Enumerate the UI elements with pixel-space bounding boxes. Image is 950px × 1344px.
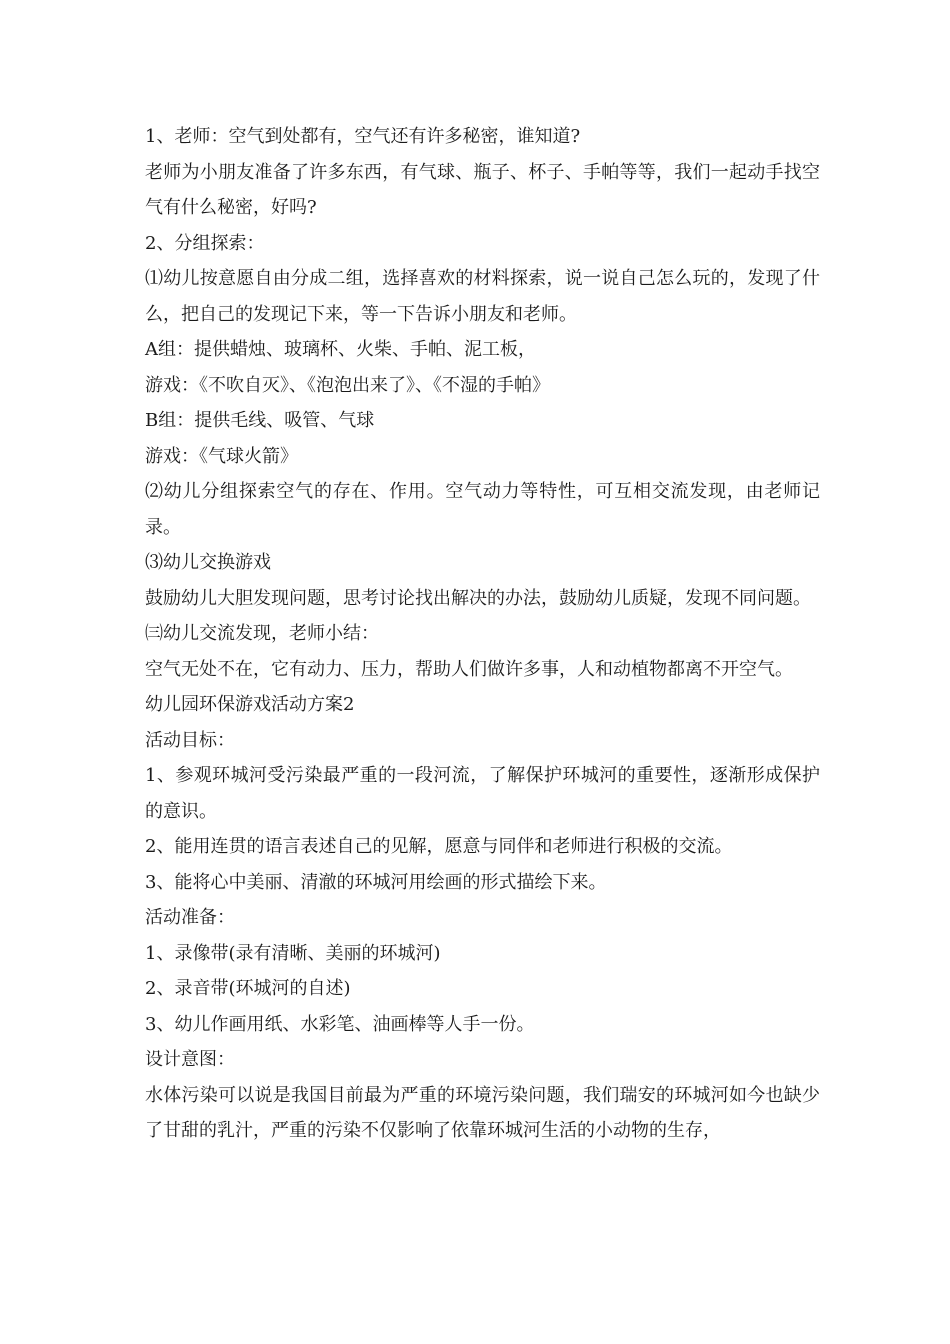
paragraph-prep-2: 2、录音带(环城河的自述) <box>145 978 351 999</box>
paragraph-group-explore-heading: 2、分组探索： <box>145 232 265 254</box>
paragraph-goal-2: 2、能用连贯的语言表述自己的见解，愿意与同伴和老师进行积极的交流。 <box>145 836 733 857</box>
paragraph-group-a-materials: A组：提供蜡烛、玻璃杯、火柴、手帕、泥工板， <box>145 339 536 360</box>
paragraph-step-2: ⑵幼儿分组探索空气的存在、作用。空气动力等特性，可互相交流发现，由老师记录。 <box>145 481 820 538</box>
paragraph-materials-intro: 老师为小朋友准备了许多东西，有气球、瓶子、杯子、手帕等等，我们一起动手找空气有什么秘密，好吗? <box>145 161 820 218</box>
paragraph-goal-1: 1、参观环城河受污染最严重的一段河流，了解保护环城河的重要性，逐渐形成保护的意识。 <box>145 765 820 822</box>
paragraph-design-intent: 水体污染可以说是我国目前最为严重的环境污染问题，我们瑞安的环城河如今也缺少了甘甜的乳汁，严重的污染不仅影响了依靠环城河生活的小动物的生存， <box>145 1084 820 1141</box>
paragraph-encourage: 鼓励幼儿大胆发现问题，思考讨论找出解决的办法，鼓励幼儿质疑，发现不同问题。 <box>145 587 811 609</box>
paragraph-group-b-materials: B组：提供毛线、吸管、气球 <box>145 410 375 431</box>
paragraph-group-a-games: 游戏：《不吹自灭》、《泡泡出来了》、《不湿的手帕》 <box>145 374 550 396</box>
paragraph-step-1: ⑴幼儿按意愿自由分成二组，选择喜欢的材料探索，说一说自己怎么玩的，发现了什么，把自己的发现记下来，等一下告诉小朋友和老师。 <box>145 268 820 325</box>
paragraph-goal-3: 3、能将心中美丽、清澈的环城河用绘画的形式描绘下来。 <box>145 871 607 893</box>
paragraph-step-3: ⑶幼儿交换游戏 <box>145 552 271 573</box>
paragraph-group-b-games: 游戏：《气球火箭》 <box>145 445 298 467</box>
heading-activity-preparation: 活动准备： <box>145 907 235 928</box>
heading-activity-goals: 活动目标： <box>145 729 235 751</box>
paragraph-prep-1: 1、录像带(录有清晰、美丽的环城河) <box>145 942 441 964</box>
section-title-plan-2: 幼儿园环保游戏活动方案2 <box>145 694 355 715</box>
paragraph-prep-3: 3、幼儿作画用纸、水彩笔、油画棒等人手一份。 <box>145 1013 535 1035</box>
paragraph-summary: 空气无处不在，它有动力、压力，帮助人们做许多事，人和动植物都离不开空气。 <box>145 658 793 680</box>
heading-design-intent: 设计意图： <box>145 1049 235 1070</box>
paragraph-summary-heading: ㈢幼儿交流发现，老师小结： <box>145 623 379 644</box>
document-body <box>145 119 820 1149</box>
paragraph-teacher-question: 1、老师：空气到处都有，空气还有许多秘密，谁知道? <box>145 126 581 147</box>
